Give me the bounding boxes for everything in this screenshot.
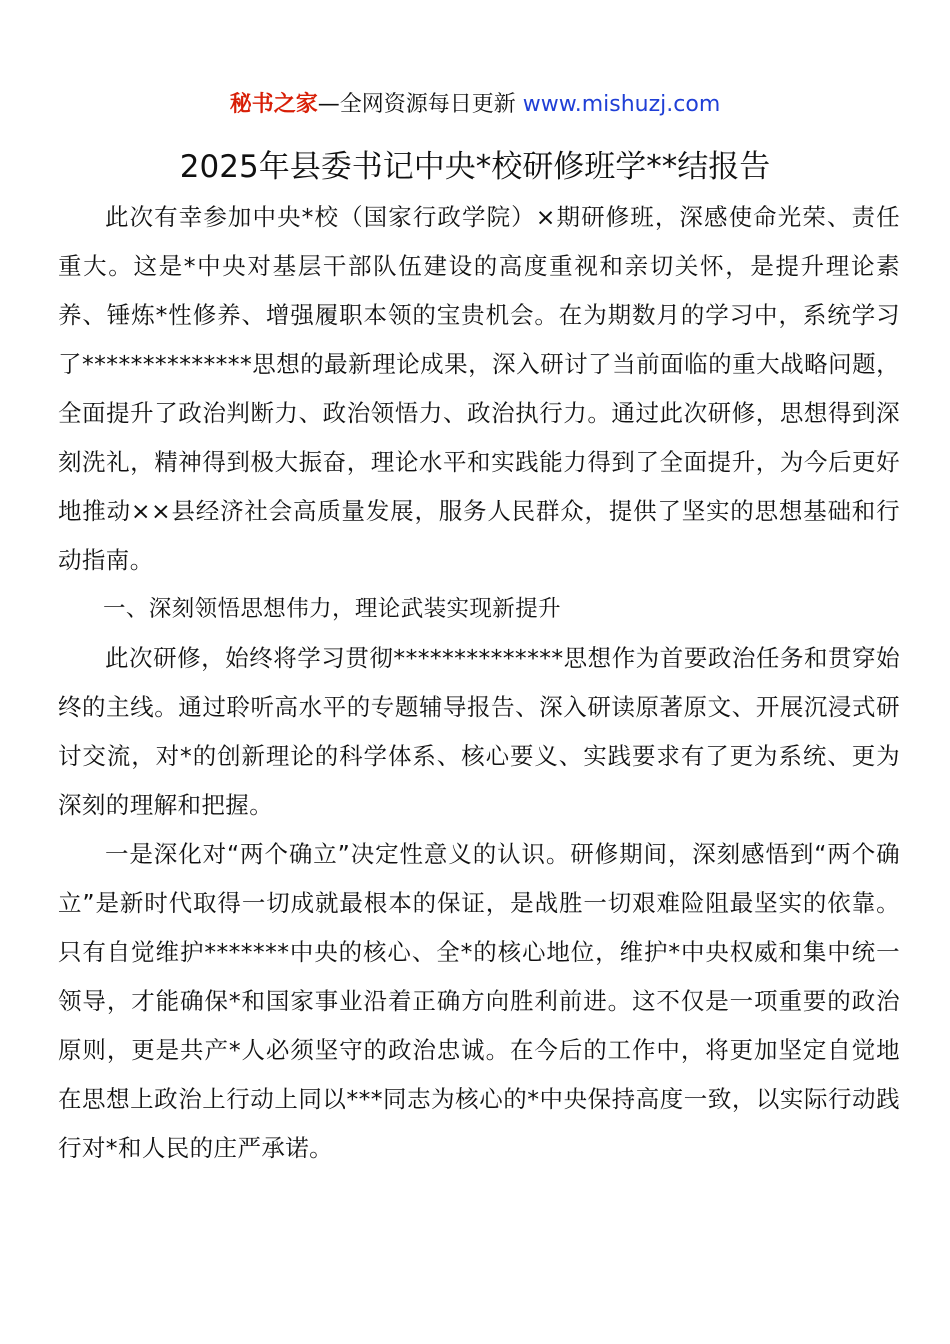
paragraph-section-1: 此次研修，始终将学习贯彻**************思想作为首要政治任务和贯穿始终的主线。通过聆听高水平的专题辅导报告、深入研读原著原文、开展沉浸式研讨交流，对*的创新理论的科学体系、核心要义、实践要求有了更为系统、更为深刻的理解和把握。 [58,644,900,819]
site-header [0,88,950,122]
paragraph-intro: 此次有幸参加中央*校（国家行政学院）×期研修班，深感使命光荣、责任重大。这是*中央对基层干部队伍建设的高度重视和亲切关怀，是提升理论素养、锤炼*性修养、增强履职本领的宝贵机会。在为期数月的学习中，系统学习了**************思想的最新理论成果，深入研讨了当前面临的重大战略问题，全面提升了政治判断力、政治领悟力、政治执行力。通过此次研修，思想得到深刻洗礼，精神得到极大振奋，理论水平和实践能力得到了全面提升，为今后更好地推动××县经济社会高质量发展，服务人民群众，提供了坚实的思想基础和行动指南。 [58,203,900,574]
paragraph-point-1: 一是深化对“两个确立”决定性意义的认识。研修期间，深刻感悟到“两个确立”是新时代取得一切成就最根本的保证，是战胜一切艰难险阻最坚实的依靠。只有自觉维护*******中央的核心、全*的核心地位，维护*中央权威和集中统一领导，才能确保*和国家事业沿着正确方向胜利前进。这不仅是一项重要的政治原则，更是共产*人必须坚守的政治忠诚。在今后的工作中，将更加坚定自觉地在思想上政治上行动上同以***同志为核心的*中央保持高度一致，以实际行动践行对*和人民的庄严承诺。 [58,840,900,1162]
document-title: 2025年县委书记中央*校研修班学**结报告 [179,149,771,185]
section-heading-1: 一、深刻领悟思想伟力，理论武装实现新提升 [103,596,562,622]
site-url-link[interactable]: www.mishuzj.com [522,92,721,117]
site-tagline: —全网资源每日更新 [317,92,523,117]
site-brand: 秘书之家 [229,92,318,117]
document-body [58,193,900,1173]
